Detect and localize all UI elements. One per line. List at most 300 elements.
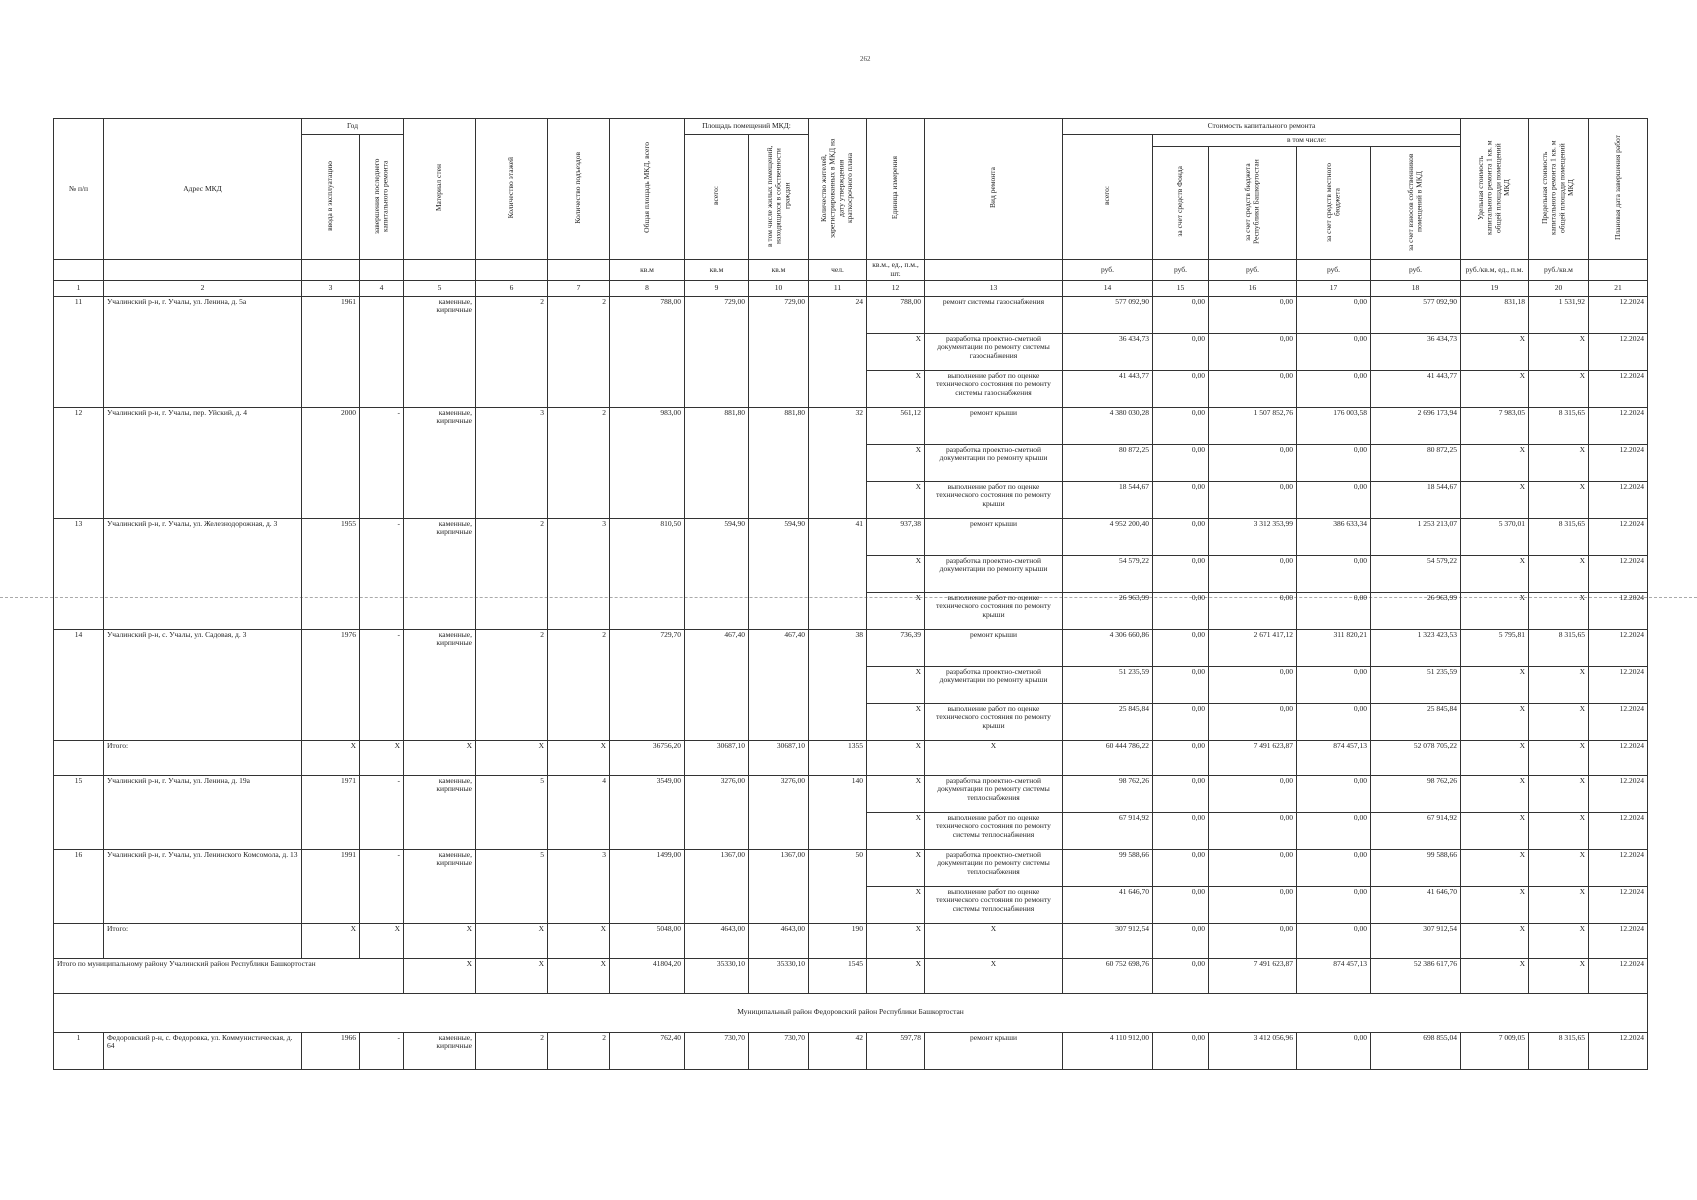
cell-last-repair — [360, 296, 404, 407]
cell-area: 41804,20 — [610, 958, 685, 993]
cell-premises: 1367,00 — [685, 849, 749, 923]
column-number: 15 — [1153, 280, 1209, 296]
cell-number: 16 — [54, 849, 104, 923]
cell-floors: 2 — [476, 296, 548, 407]
cell-premises: 30687,10 — [685, 740, 749, 775]
cell-address: Учалинский р-н, с. Учалы, ул. Садовая, д. 3 — [104, 629, 302, 740]
cell-residents: 41 — [809, 518, 867, 629]
cell-entrances: 2 — [548, 407, 610, 518]
cell-cost-republic: 0,00 — [1209, 481, 1297, 518]
cell-max-cost: X — [1529, 849, 1589, 886]
cell-cost-republic: 7 491 623,87 — [1209, 740, 1297, 775]
cell-repair-type: выполнение работ по оценке технического состояния по ремонту системы теплоснабжения — [925, 886, 1063, 923]
cell-cost-republic: 2 671 417,12 — [1209, 629, 1297, 666]
cell-cost-owners: 52 386 617,76 — [1371, 958, 1461, 993]
cell-cost-local: 0,00 — [1297, 812, 1371, 849]
cell-year: 1971 — [302, 775, 360, 849]
cell-floors: 2 — [476, 629, 548, 740]
table-cell: X — [302, 923, 360, 958]
table-cell: X — [404, 740, 476, 775]
cell-deadline: 12.2024 — [1589, 518, 1648, 555]
cell-deadline: 12.2024 — [1589, 849, 1648, 886]
unit-label: кв.м., ед., п.м., шт. — [867, 260, 925, 280]
cell-unit-cost: 5 370,01 — [1461, 518, 1529, 555]
header-total-area: Общая площадь МКД, всего — [610, 119, 685, 260]
cell-cost-total: 60 752 698,76 — [1063, 958, 1153, 993]
cell-cost-local: 0,00 — [1297, 370, 1371, 407]
section-title: Муниципальный район Федоровский район Республики Башкортостан — [54, 993, 1648, 1032]
cell-deadline: 12.2024 — [1589, 775, 1648, 812]
cell-cost-republic: 0,00 — [1209, 775, 1297, 812]
cell-cost-local: 0,00 — [1297, 296, 1371, 333]
cell-repair-type: выполнение работ по оценке технического состояния по ремонту системы газоснабжения — [925, 370, 1063, 407]
cell-unit-cost: X — [1461, 775, 1529, 812]
cell-cost-local: 874 457,13 — [1297, 958, 1371, 993]
cell-quantity: X — [867, 555, 925, 592]
cell-premises: 881,80 — [685, 407, 749, 518]
column-number: 21 — [1589, 280, 1648, 296]
section-title-row — [54, 993, 1648, 1032]
cell-cost-local: 0,00 — [1297, 333, 1371, 370]
cell-max-cost: 8 315,65 — [1529, 629, 1589, 666]
column-number: 12 — [867, 280, 925, 296]
cell-deadline: 12.2024 — [1589, 333, 1648, 370]
cell-cost-owners: 52 078 705,22 — [1371, 740, 1461, 775]
unit-label: кв.м — [685, 260, 749, 280]
cell-material: каменные, кирпичные — [404, 849, 476, 923]
cell-repair-type: выполнение работ по оценке технического состояния по ремонту крыши — [925, 481, 1063, 518]
unit-label: руб./кв.м — [1529, 260, 1589, 280]
cell-entrances: 2 — [548, 1032, 610, 1069]
cell-residents: 1545 — [809, 958, 867, 993]
cell-cost-fund: 0,00 — [1153, 592, 1209, 629]
cell-premises-res: 4643,00 — [749, 923, 809, 958]
cell-cost-local: 0,00 — [1297, 886, 1371, 923]
column-number: 18 — [1371, 280, 1461, 296]
cell-cost-owners: 36 434,73 — [1371, 333, 1461, 370]
cell-floors: 3 — [476, 407, 548, 518]
unit-label: кв.м — [749, 260, 809, 280]
cell-year: 1991 — [302, 849, 360, 923]
cell-cost-local: 0,00 — [1297, 592, 1371, 629]
cell-repair-type: разработка проектно-сметной документации по ремонту системы теплоснабжения — [925, 775, 1063, 812]
column-number-row — [54, 280, 1648, 296]
cell-cost-total: 4 380 030,28 — [1063, 407, 1153, 444]
cell-material: каменные, кирпичные — [404, 629, 476, 740]
cell-unit-cost: X — [1461, 555, 1529, 592]
cell-cost-total: 60 444 786,22 — [1063, 740, 1153, 775]
cell-cost-republic: 1 507 852,76 — [1209, 407, 1297, 444]
cell-cost-total: 67 914,92 — [1063, 812, 1153, 849]
cell-max-cost: X — [1529, 592, 1589, 629]
cell-max-cost: X — [1529, 370, 1589, 407]
cell-cost-owners: 698 855,04 — [1371, 1032, 1461, 1069]
table-cell: X — [404, 958, 476, 993]
cell-premises-res: 3276,00 — [749, 775, 809, 849]
cell-cost-local: 311 820,21 — [1297, 629, 1371, 666]
column-number: 14 — [1063, 280, 1153, 296]
cell-unit-cost: X — [1461, 370, 1529, 407]
cell-cost-fund: 0,00 — [1153, 666, 1209, 703]
header-address: Адрес МКД — [104, 119, 302, 260]
cell-max-cost: X — [1529, 740, 1589, 775]
cell-quantity: X — [867, 849, 925, 886]
cell-entrances: 2 — [548, 296, 610, 407]
cell-premises-res: 30687,10 — [749, 740, 809, 775]
total-label: Итого: — [104, 740, 302, 775]
cell-quantity: X — [867, 481, 925, 518]
cell-address: Учалинский р-н, г. Учалы, ул. Ленина, д. 5а — [104, 296, 302, 407]
column-number: 20 — [1529, 280, 1589, 296]
cell-last-repair: - — [360, 775, 404, 849]
cell-deadline: 12.2024 — [1589, 481, 1648, 518]
header-repair-type: Вид ремонта — [925, 119, 1063, 260]
cell-max-cost: X — [1529, 481, 1589, 518]
cell-number: 11 — [54, 296, 104, 407]
header-unit: Единица измерения — [867, 119, 925, 260]
cell-cost-owners: 99 588,66 — [1371, 849, 1461, 886]
cell-unit-cost: X — [1461, 333, 1529, 370]
cell-residents: 1355 — [809, 740, 867, 775]
cell-address: Учалинский р-н, г. Учалы, ул. Ленина, д. 19а — [104, 775, 302, 849]
header-floors: Количество этажей — [476, 119, 548, 260]
cell-deadline: 12.2024 — [1589, 703, 1648, 740]
cell-max-cost: X — [1529, 444, 1589, 481]
table-row — [54, 849, 1648, 886]
cell-cost-republic: 0,00 — [1209, 444, 1297, 481]
cell-cost-owners: 67 914,92 — [1371, 812, 1461, 849]
cell-repair-type: выполнение работ по оценке технического состояния по ремонту крыши — [925, 592, 1063, 629]
cell-repair-type: разработка проектно-сметной документации по ремонту системы теплоснабжения — [925, 849, 1063, 886]
cell-material: каменные, кирпичные — [404, 407, 476, 518]
cell-cost-fund: 0,00 — [1153, 518, 1209, 555]
cell-max-cost: X — [1529, 555, 1589, 592]
unit-label: руб. — [1297, 260, 1371, 280]
cell-entrances: 3 — [548, 849, 610, 923]
cell-repair-type: ремонт крыши — [925, 518, 1063, 555]
cell-deadline: 12.2024 — [1589, 555, 1648, 592]
cell-entrances: 4 — [548, 775, 610, 849]
cell-unit-cost: 831,18 — [1461, 296, 1529, 333]
table-cell: X — [360, 740, 404, 775]
cell-residents: 190 — [809, 923, 867, 958]
unit-label: руб. — [1209, 260, 1297, 280]
table-cell: X — [548, 740, 610, 775]
cell-cost-owners: 577 092,90 — [1371, 296, 1461, 333]
cell-number: 12 — [54, 407, 104, 518]
cell-residents: 140 — [809, 775, 867, 849]
cell-material: каменные, кирпичные — [404, 1032, 476, 1069]
column-number: 3 — [302, 280, 360, 296]
cell-cost-fund: 0,00 — [1153, 370, 1209, 407]
cell-cost-local: 0,00 — [1297, 703, 1371, 740]
cell-premises: 3276,00 — [685, 775, 749, 849]
cell-floors: 5 — [476, 775, 548, 849]
cell-premises: 467,40 — [685, 629, 749, 740]
cell-cost-fund: 0,00 — [1153, 740, 1209, 775]
cell-repair-type: ремонт крыши — [925, 1032, 1063, 1069]
column-number: 5 — [404, 280, 476, 296]
cell-quantity: X — [867, 444, 925, 481]
cell-material: каменные, кирпичные — [404, 296, 476, 407]
cell-last-repair: - — [360, 407, 404, 518]
cell-cost-fund: 0,00 — [1153, 923, 1209, 958]
column-number: 7 — [548, 280, 610, 296]
cell-number: 13 — [54, 518, 104, 629]
cell-premises: 35330,10 — [685, 958, 749, 993]
district-total-label: Итого по муниципальному району Учалинский район Республики Башкортостан — [54, 958, 404, 993]
header-year-last-repair: завершения последнего капитального ремонта — [360, 135, 404, 260]
cell-cost-fund: 0,00 — [1153, 703, 1209, 740]
cell-last-repair: - — [360, 1032, 404, 1069]
cell-repair-type: выполнение работ по оценке технического состояния по ремонту системы теплоснабжения — [925, 812, 1063, 849]
cell-unit-cost: 5 795,81 — [1461, 629, 1529, 666]
table-cell: X — [476, 740, 548, 775]
cell-cost-republic: 0,00 — [1209, 703, 1297, 740]
cell-cost-owners: 54 579,22 — [1371, 555, 1461, 592]
column-number: 13 — [925, 280, 1063, 296]
cell-cost-owners: 51 235,59 — [1371, 666, 1461, 703]
cell-quantity: X — [867, 703, 925, 740]
cell-max-cost: X — [1529, 958, 1589, 993]
column-number: 4 — [360, 280, 404, 296]
cell-unit-cost: X — [1461, 886, 1529, 923]
cell-cost-owners: 41 443,77 — [1371, 370, 1461, 407]
cell-cost-republic: 0,00 — [1209, 592, 1297, 629]
cell-repair-type: разработка проектно-сметной документации по ремонту системы газоснабжения — [925, 333, 1063, 370]
cell-cost-republic: 0,00 — [1209, 555, 1297, 592]
cell-repair-type: разработка проектно-сметной документации по ремонту крыши — [925, 555, 1063, 592]
cell-area: 1499,00 — [610, 849, 685, 923]
cell-year: 1966 — [302, 1032, 360, 1069]
cell-quantity: X — [867, 886, 925, 923]
cell-cost-total: 54 579,22 — [1063, 555, 1153, 592]
cell-quantity: 937,38 — [867, 518, 925, 555]
header-cost-republic: за счет средств бюджета Республики Башкортостан — [1209, 146, 1297, 260]
header-max-cost: Предельная стоимость капитального ремонта 1 кв. м общей площади помещений МКД — [1529, 119, 1589, 260]
cell-number: 15 — [54, 775, 104, 849]
unit-label: руб. — [1063, 260, 1153, 280]
cell-cost-local: 386 633,34 — [1297, 518, 1371, 555]
header-cost-incl: в том числе: — [1153, 135, 1461, 147]
cell-cost-fund: 0,00 — [1153, 481, 1209, 518]
cell-cost-owners: 1 253 213,07 — [1371, 518, 1461, 555]
cell-premises-res: 730,70 — [749, 1032, 809, 1069]
cell-cost-total: 4 110 912,00 — [1063, 1032, 1153, 1069]
cell-cost-owners: 80 872,25 — [1371, 444, 1461, 481]
header-premises-group: Площадь помещений МКД: — [685, 119, 809, 135]
table-cell: X — [360, 923, 404, 958]
cell-premises: 594,90 — [685, 518, 749, 629]
cell-residents: 32 — [809, 407, 867, 518]
cell-year: 2000 — [302, 407, 360, 518]
cell-repair-type: разработка проектно-сметной документации по ремонту крыши — [925, 444, 1063, 481]
header-deadline: Плановая дата завершения работ — [1589, 119, 1648, 260]
cell-area: 762,40 — [610, 1032, 685, 1069]
cell-unit-cost: X — [1461, 703, 1529, 740]
table-cell: X — [548, 958, 610, 993]
cell-cost-fund: 0,00 — [1153, 958, 1209, 993]
unit-label: чел. — [809, 260, 867, 280]
cell-repair-type: выполнение работ по оценке технического состояния по ремонту крыши — [925, 703, 1063, 740]
cell-cost-fund: 0,00 — [1153, 849, 1209, 886]
column-number: 19 — [1461, 280, 1529, 296]
cell-quantity: X — [867, 740, 925, 775]
cell-repair-type: ремонт системы газоснабжения — [925, 296, 1063, 333]
cell-floors: 5 — [476, 849, 548, 923]
cell-floors: 2 — [476, 518, 548, 629]
cell-year: 1961 — [302, 296, 360, 407]
cell-cost-fund: 0,00 — [1153, 775, 1209, 812]
cell-max-cost: X — [1529, 923, 1589, 958]
cell-repair-type: разработка проектно-сметной документации по ремонту крыши — [925, 666, 1063, 703]
column-number: 11 — [809, 280, 867, 296]
cell-repair-type: ремонт крыши — [925, 629, 1063, 666]
cell-cost-total: 80 872,25 — [1063, 444, 1153, 481]
cell-quantity: X — [867, 775, 925, 812]
cell-address: Учалинский р-н, г. Учалы, ул. Ленинского Комсомола, д. 13 — [104, 849, 302, 923]
cell-deadline: 12.2024 — [1589, 1032, 1648, 1069]
cell-quantity: X — [867, 958, 925, 993]
header-cost-local: за счет средств местного бюджета — [1297, 146, 1371, 260]
cell-quantity: X — [867, 923, 925, 958]
cell-unit-cost: 7 009,05 — [1461, 1032, 1529, 1069]
cell-unit-cost: X — [1461, 958, 1529, 993]
cell-cost-fund: 0,00 — [1153, 407, 1209, 444]
cell-quantity: X — [867, 812, 925, 849]
cell-max-cost: X — [1529, 812, 1589, 849]
cell-cost-total: 36 434,73 — [1063, 333, 1153, 370]
cell-unit-cost: X — [1461, 812, 1529, 849]
cell-max-cost: X — [1529, 703, 1589, 740]
cell-material: каменные, кирпичные — [404, 775, 476, 849]
cell-max-cost: X — [1529, 333, 1589, 370]
cell-cost-fund: 0,00 — [1153, 444, 1209, 481]
cell-repair-type: X — [925, 958, 1063, 993]
cell-cost-republic: 0,00 — [1209, 886, 1297, 923]
header-material: Материал стен — [404, 119, 476, 260]
cell-cost-republic: 0,00 — [1209, 370, 1297, 407]
cell-max-cost: X — [1529, 775, 1589, 812]
subtotal-row — [54, 740, 1648, 775]
repair-plan-table — [53, 118, 1648, 1070]
cell-repair-type: X — [925, 740, 1063, 775]
cell-cost-republic: 7 491 623,87 — [1209, 958, 1297, 993]
cell-quantity: X — [867, 592, 925, 629]
cell-cost-owners: 1 323 423,53 — [1371, 629, 1461, 666]
cell-cost-owners: 2 696 173,94 — [1371, 407, 1461, 444]
cell-deadline: 12.2024 — [1589, 296, 1648, 333]
cell-cost-fund: 0,00 — [1153, 629, 1209, 666]
cell-cost-republic: 0,00 — [1209, 296, 1297, 333]
cell-deadline: 12.2024 — [1589, 886, 1648, 923]
column-number: 16 — [1209, 280, 1297, 296]
cell-premises-res: 467,40 — [749, 629, 809, 740]
cell-quantity: 597,78 — [867, 1032, 925, 1069]
table-cell: X — [476, 958, 548, 993]
total-label: Итого: — [104, 923, 302, 958]
cell-repair-type: X — [925, 923, 1063, 958]
cell-number — [54, 740, 104, 775]
cell-cost-total: 41 443,77 — [1063, 370, 1153, 407]
cell-deadline: 12.2024 — [1589, 629, 1648, 666]
cell-premises-res: 1367,00 — [749, 849, 809, 923]
cell-deadline: 12.2024 — [1589, 812, 1648, 849]
cell-premises-res: 594,90 — [749, 518, 809, 629]
table-row — [54, 296, 1648, 333]
column-number: 8 — [610, 280, 685, 296]
cell-cost-total: 99 588,66 — [1063, 849, 1153, 886]
cell-cost-local: 0,00 — [1297, 849, 1371, 886]
cell-cost-total: 41 646,70 — [1063, 886, 1153, 923]
unit-label: руб. — [1153, 260, 1209, 280]
cell-max-cost: X — [1529, 886, 1589, 923]
cell-residents: 38 — [809, 629, 867, 740]
table-cell: X — [404, 923, 476, 958]
cell-address: Федоровский р-н, с. Федоровка, ул. Коммунистическая, д. 64 — [104, 1032, 302, 1069]
header-unit-cost: Удельная стоимость капитального ремонта 1 кв. м общей площади помещений МКД — [1461, 119, 1529, 260]
cell-cost-local: 0,00 — [1297, 555, 1371, 592]
cell-premises-res: 729,00 — [749, 296, 809, 407]
cell-cost-republic: 0,00 — [1209, 849, 1297, 886]
cell-number: 1 — [54, 1032, 104, 1069]
cell-deadline: 12.2024 — [1589, 444, 1648, 481]
cell-max-cost: 8 315,65 — [1529, 1032, 1589, 1069]
cell-cost-republic: 0,00 — [1209, 333, 1297, 370]
header-cost-owners: за счет взносов собственников помещений в МКД — [1371, 146, 1461, 260]
cell-area: 983,00 — [610, 407, 685, 518]
cell-premises-res: 35330,10 — [749, 958, 809, 993]
table-row — [54, 407, 1648, 444]
cell-address: Учалинский р-н, г. Учалы, пер. Уйский, д. 4 — [104, 407, 302, 518]
cell-address: Учалинский р-н, г. Учалы, ул. Железнодорожная, д. 3 — [104, 518, 302, 629]
cell-cost-total: 4 306 660,86 — [1063, 629, 1153, 666]
cell-cost-local: 0,00 — [1297, 923, 1371, 958]
table-cell: X — [476, 923, 548, 958]
column-number: 17 — [1297, 280, 1371, 296]
cell-area: 36756,20 — [610, 740, 685, 775]
cell-number: 14 — [54, 629, 104, 740]
cell-deadline: 12.2024 — [1589, 958, 1648, 993]
table-cell: X — [548, 923, 610, 958]
cell-unit-cost: X — [1461, 740, 1529, 775]
cell-cost-owners: 41 646,70 — [1371, 886, 1461, 923]
cell-unit-cost: X — [1461, 666, 1529, 703]
cell-year: 1955 — [302, 518, 360, 629]
cell-cost-local: 0,00 — [1297, 775, 1371, 812]
header-cost-fund: за счет средств Фонда — [1153, 146, 1209, 260]
cell-quantity: X — [867, 333, 925, 370]
cell-deadline: 12.2024 — [1589, 666, 1648, 703]
table-row — [54, 1032, 1648, 1069]
header-cost-total: всего: — [1063, 135, 1153, 260]
cell-material: каменные, кирпичные — [404, 518, 476, 629]
unit-label: руб./кв.м, ед., п.м. — [1461, 260, 1529, 280]
cell-cost-republic: 0,00 — [1209, 923, 1297, 958]
cell-cost-fund: 0,00 — [1153, 296, 1209, 333]
cell-cost-owners: 307 912,54 — [1371, 923, 1461, 958]
cell-premises: 729,00 — [685, 296, 749, 407]
table-row — [54, 629, 1648, 666]
column-number: 1 — [54, 280, 104, 296]
cell-residents: 24 — [809, 296, 867, 407]
cell-premises: 730,70 — [685, 1032, 749, 1069]
cell-entrances: 2 — [548, 629, 610, 740]
page-number: 262 — [860, 55, 871, 63]
cell-cost-total: 577 092,90 — [1063, 296, 1153, 333]
cell-max-cost: 1 531,92 — [1529, 296, 1589, 333]
cell-last-repair: - — [360, 518, 404, 629]
